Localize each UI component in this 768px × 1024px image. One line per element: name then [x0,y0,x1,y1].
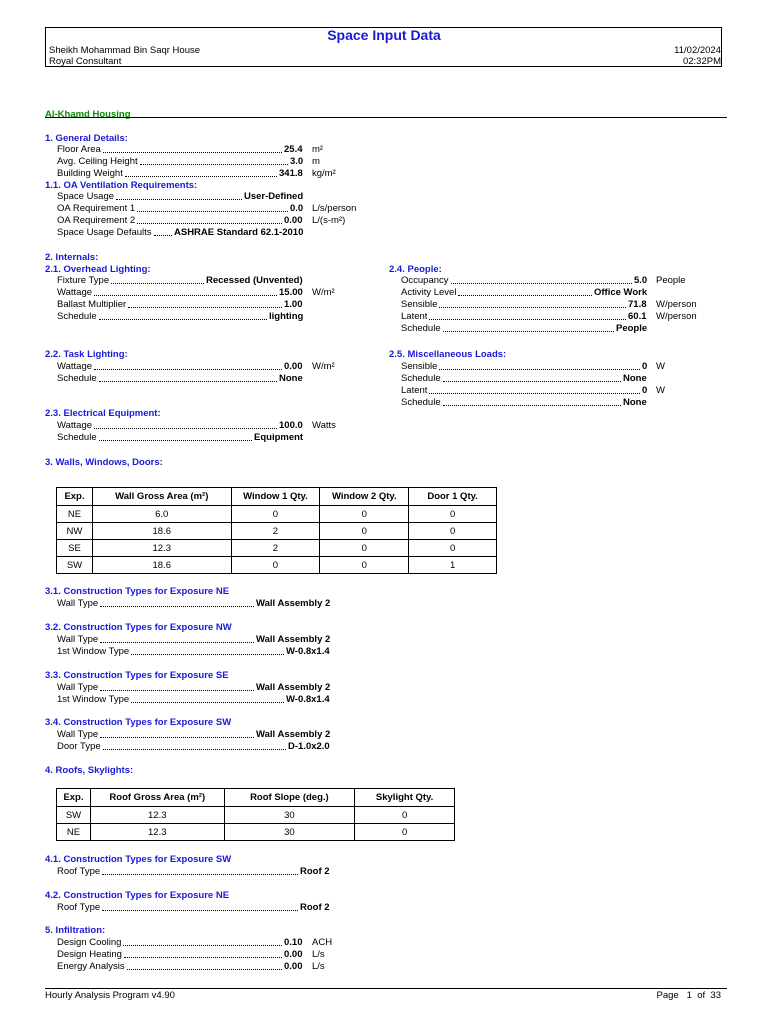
row-unit: W/person [656,299,697,310]
leader-dots [116,199,242,200]
row-value: None [623,397,647,408]
construction-heading: 3.3. Construction Types for Exposure SE [45,670,229,681]
leader-dots [94,295,277,296]
table-cell: 2 [231,540,320,557]
row-label: Building Weight [57,168,123,179]
column-header: Roof Gross Area (m²) [90,789,224,807]
leader-dots [100,690,254,691]
table-cell: 2 [231,523,320,540]
leader-dots [137,223,282,224]
row-unit: W/m² [312,361,335,372]
row-value: 0.10 [284,937,303,948]
page-indicator [657,990,721,1001]
program-name: Hourly Analysis Program v4.90 [45,990,175,1001]
row-label: Sensible [401,299,438,310]
table-cell: 0 [320,506,409,523]
row-label: Space Usage [57,191,115,202]
table-row [57,523,497,540]
page-number: 1 [686,990,692,1001]
section-internals-heading: 2. Internals: [45,252,99,263]
leader-dots [451,283,632,284]
row-label: Schedule [401,373,441,384]
row-value: W-0.8x1.4 [286,694,330,705]
row-label: Schedule [401,323,441,334]
row-value: 341.8 [279,168,303,179]
table-cell: 0 [320,523,409,540]
row-value: User-Defined [244,191,304,202]
table-cell: SW [57,807,91,824]
leader-dots [102,910,298,911]
construction-heading: 3.2. Construction Types for Exposure NW [45,622,232,633]
row-value: Roof 2 [300,902,330,913]
row-label: Activity Level [401,287,457,298]
table-cell: 12.3 [90,807,224,824]
table-cell: 0 [409,540,497,557]
row-value: ASHRAE Standard 62.1-2010 [174,227,304,238]
leader-dots [137,211,288,212]
roof-construction-heading: 4.2. Construction Types for Exposure NE [45,890,230,901]
page-word: Page [656,990,679,1001]
table-cell: NE [57,824,91,841]
row-value: Recessed (Unvented) [206,275,303,286]
row-value: People [616,323,648,334]
row-label: Floor Area [57,144,101,155]
column-header: Window 1 Qty. [231,488,320,506]
row-unit: L/s [312,961,325,972]
table-cell: 18.6 [92,557,231,574]
column-header: Exp. [57,488,93,506]
leader-dots [131,654,284,655]
row-label: Design Cooling [57,937,122,948]
row-label: Roof Type [57,902,101,913]
consultant-name: Royal Consultant [49,56,122,67]
row-value: 0 [642,385,648,396]
row-value: 0 [642,361,648,372]
row-value: 0.00 [284,961,303,972]
row-label: Wall Type [57,729,99,740]
divider [45,117,727,118]
table-row [57,807,455,824]
row-unit: L/s/person [312,203,357,214]
leader-dots [123,945,282,946]
table-cell: 12.3 [90,824,224,841]
electrical-equipment-heading: 2.3. Electrical Equipment: [45,408,161,419]
table-cell: NE [57,506,93,523]
row-label: Latent [401,311,428,322]
section-general-heading: 1. General Details: [45,133,128,144]
row-value: W-0.8x1.4 [286,646,330,657]
row-value: 0.00 [284,949,303,960]
report-time: 02:32PM [682,56,721,67]
row-label: Ballast Multiplier [57,299,127,310]
roofs-heading: 4. Roofs, Skylights: [45,765,134,776]
row-value: 15.00 [279,287,303,298]
row-label: Wattage [57,287,93,298]
column-header: Door 1 Qty. [409,488,497,506]
page-of-word: of [697,990,706,1001]
row-value: 60.1 [628,311,647,322]
leader-dots [439,369,640,370]
row-unit: W/m² [312,287,335,298]
row-value: 71.8 [628,299,647,310]
leader-dots [443,331,614,332]
leader-dots [443,405,621,406]
leader-dots [99,381,277,382]
table-cell: 6.0 [92,506,231,523]
leader-dots [100,606,254,607]
row-value: Wall Assembly 2 [256,598,331,609]
row-unit: L/(s-m²) [312,215,346,226]
table-cell: 12.3 [92,540,231,557]
row-value: Roof 2 [300,866,330,877]
column-header: Window 2 Qty. [320,488,409,506]
row-label: Schedule [57,432,97,443]
table-cell: 0 [355,807,455,824]
leader-dots [439,307,626,308]
row-unit: Watts [312,420,336,431]
row-value: 0.00 [284,215,303,226]
column-header: Skylight Qty. [355,789,455,807]
row-unit: L/s [312,949,325,960]
row-value: D-1.0x2.0 [288,741,330,752]
row-label: Occupancy [401,275,449,286]
row-label: Avg. Ceiling Height [57,156,138,167]
leader-dots [458,295,592,296]
row-label: Schedule [57,373,97,384]
row-value: None [279,373,303,384]
leader-dots [100,737,254,738]
row-label: OA Requirement 2 [57,215,136,226]
leader-dots [94,369,282,370]
row-label: Wattage [57,420,93,431]
roof-construction-heading: 4.1. Construction Types for Exposure SW [45,854,232,865]
row-label: Schedule [401,397,441,408]
row-unit: ACH [312,937,333,948]
row-label: Wall Type [57,634,99,645]
table-row [57,824,455,841]
leader-dots [128,307,282,308]
table-cell: 0 [231,506,320,523]
row-value: Equipment [254,432,304,443]
report-date: 11/02/2024 [674,45,721,56]
section-oa-heading: 1.1. OA Ventilation Requirements: [45,180,198,191]
table-cell: 0 [409,506,497,523]
row-label: Schedule [57,311,97,322]
row-unit: kg/m² [312,168,336,179]
row-value: None [623,373,647,384]
leader-dots [127,969,282,970]
row-value: 0.00 [284,361,303,372]
leader-dots [140,164,288,165]
page-title: Space Input Data [327,27,441,43]
footer-divider [45,988,727,989]
row-value: Wall Assembly 2 [256,682,331,693]
leader-dots [131,702,284,703]
row-label: Space Usage Defaults [57,227,152,238]
leader-dots [100,642,254,643]
row-label: 1st Window Type [57,694,130,705]
table-cell: SW [57,557,93,574]
row-label: OA Requirement 1 [57,203,136,214]
leader-dots [94,428,277,429]
misc-loads-heading: 2.5. Miscellaneous Loads: [389,349,507,360]
row-label: 1st Window Type [57,646,130,657]
row-label: Latent [401,385,428,396]
table-cell: 0 [320,540,409,557]
table-row [57,540,497,557]
table-cell: 0 [355,824,455,841]
row-value: Wall Assembly 2 [256,729,331,740]
row-unit: m [312,156,320,167]
row-value: Office Work [594,287,648,298]
task-lighting-heading: 2.2. Task Lighting: [45,349,128,360]
row-value: 25.4 [284,144,303,155]
leader-dots [103,152,282,153]
row-value: lighting [269,311,304,322]
row-label: Energy Analysis [57,961,125,972]
table-row [57,557,497,574]
row-value: 3.0 [290,156,304,167]
people-heading: 2.4. People: [389,264,442,275]
leader-dots [99,440,252,441]
space-name: Al-Khamd Housing [45,109,131,120]
row-label: Wattage [57,361,93,372]
leader-dots [443,381,621,382]
leader-dots [429,393,640,394]
leader-dots [124,957,282,958]
walls-table [56,487,497,574]
row-value: 0.0 [290,203,304,214]
row-value: 100.0 [279,420,303,431]
column-header: Roof Slope (deg.) [224,789,355,807]
walls-heading: 3. Walls, Windows, Doors: [45,457,163,468]
row-value: 1.00 [284,299,303,310]
leader-dots [99,319,267,320]
row-unit: W [656,361,665,372]
table-cell: 0 [409,523,497,540]
page-total: 33 [710,990,721,1001]
leader-dots [429,319,626,320]
project-name: Sheikh Mohammad Bin Saqr House [49,45,201,56]
construction-heading: 3.1. Construction Types for Exposure NE [45,586,230,597]
roofs-table [56,788,455,841]
row-label: Wall Type [57,682,99,693]
table-row [57,506,497,523]
row-label: Wall Type [57,598,99,609]
table-cell: 30 [224,824,355,841]
overhead-lighting-heading: 2.1. Overhead Lighting: [45,264,151,275]
column-header: Exp. [57,789,91,807]
table-cell: 30 [224,807,355,824]
table-cell: SE [57,540,93,557]
row-label: Door Type [57,741,101,752]
leader-dots [102,874,298,875]
row-label: Sensible [401,361,438,372]
leader-dots [154,235,172,236]
leader-dots [125,176,277,177]
table-cell: 18.6 [92,523,231,540]
row-label: Roof Type [57,866,101,877]
leader-dots [103,749,286,750]
row-value: 5.0 [634,275,648,286]
leader-dots [111,283,204,284]
row-label: Design Heating [57,949,122,960]
column-header: Wall Gross Area (m²) [92,488,231,506]
infiltration-heading: 5. Infiltration: [45,925,106,936]
row-unit: W/person [656,311,697,322]
row-unit: People [656,275,686,286]
table-cell: 0 [231,557,320,574]
table-cell: 1 [409,557,497,574]
table-cell: 0 [320,557,409,574]
row-label: Fixture Type [57,275,110,286]
table-cell: NW [57,523,93,540]
row-value: Wall Assembly 2 [256,634,331,645]
row-unit: m² [312,144,324,155]
row-unit: W [656,385,665,396]
construction-heading: 3.4. Construction Types for Exposure SW [45,717,232,728]
